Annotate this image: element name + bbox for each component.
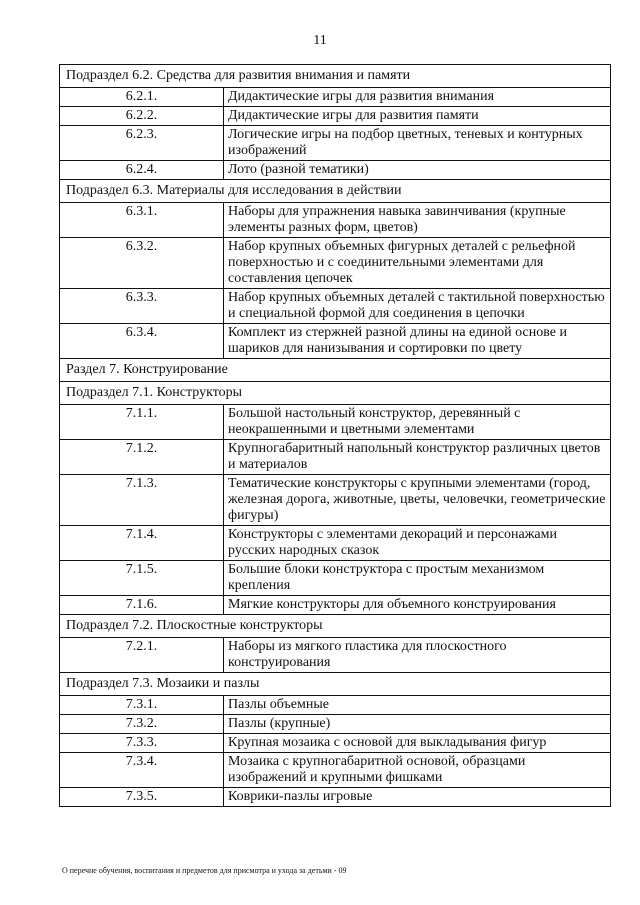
table-row — [60, 596, 611, 615]
item-number: 7.1.3. — [60, 475, 224, 526]
table-row — [60, 753, 611, 788]
equipment-table-body — [60, 65, 611, 807]
table-row — [60, 696, 611, 715]
item-name: Лото (разной тематики) — [224, 161, 611, 180]
table-row — [60, 88, 611, 107]
item-name: Большие блоки конструктора с простым механизмом крепления — [224, 561, 611, 596]
page-footer: О перечне обучения, воспитания и предметов для присмотра и ухода за детьми - 09 — [62, 866, 347, 875]
item-name: Большой настольный конструктор, деревянный с неокрашенными и цветными элементами — [224, 405, 611, 440]
item-number: 7.2.1. — [60, 638, 224, 673]
item-number: 6.2.3. — [60, 126, 224, 161]
section-row — [60, 180, 611, 203]
table-row — [60, 526, 611, 561]
item-number: 6.2.1. — [60, 88, 224, 107]
item-number: 6.2.2. — [60, 107, 224, 126]
table-row — [60, 289, 611, 324]
item-name: Коврики-пазлы игровые — [224, 788, 611, 807]
table-row — [60, 405, 611, 440]
item-name: Мягкие конструкторы для объемного конструирования — [224, 596, 611, 615]
section-title: Подраздел 7.3. Мозаики и пазлы — [60, 673, 611, 696]
item-name: Крупная мозаика с основой для выкладывания фигур — [224, 734, 611, 753]
table-row — [60, 734, 611, 753]
item-number: 6.3.1. — [60, 203, 224, 238]
item-number: 6.3.4. — [60, 324, 224, 359]
item-name: Тематические конструкторы с крупными элементами (город, железная дорога, животные, цветы, человечки, геометрические фигуры) — [224, 475, 611, 526]
item-number: 7.3.5. — [60, 788, 224, 807]
item-name: Пазлы (крупные) — [224, 715, 611, 734]
table-row — [60, 715, 611, 734]
item-name: Набор крупных объемных фигурных деталей с рельефной поверхностью и с соединительными элементами для составления цепочек — [224, 238, 611, 289]
item-name: Наборы из мягкого пластика для плоскостного конструирования — [224, 638, 611, 673]
table-row — [60, 126, 611, 161]
item-number: 7.1.6. — [60, 596, 224, 615]
item-name: Набор крупных объемных деталей с тактильной поверхностью и специальной формой для соединения в цепочки — [224, 289, 611, 324]
table-row — [60, 561, 611, 596]
section-title: Подраздел 6.3. Материалы для исследования в действии — [60, 180, 611, 203]
equipment-table — [59, 64, 611, 807]
section-title: Подраздел 6.2. Средства для развития внимания и памяти — [60, 65, 611, 88]
item-number: 7.3.4. — [60, 753, 224, 788]
item-name: Дидактические игры для развития памяти — [224, 107, 611, 126]
item-number: 7.3.1. — [60, 696, 224, 715]
item-number: 6.2.4. — [60, 161, 224, 180]
table-row — [60, 324, 611, 359]
section-row — [60, 673, 611, 696]
item-number: 7.3.3. — [60, 734, 224, 753]
table-row — [60, 440, 611, 475]
table-row — [60, 788, 611, 807]
section-title: Подраздел 7.1. Конструкторы — [60, 382, 611, 405]
table-row — [60, 475, 611, 526]
item-name: Конструкторы с элементами декораций и персонажами русских народных сказок — [224, 526, 611, 561]
item-number: 7.1.1. — [60, 405, 224, 440]
item-name: Мозаика с крупногабаритной основой, образцами изображений и крупными фишками — [224, 753, 611, 788]
section-row — [60, 359, 611, 382]
section-row — [60, 615, 611, 638]
item-name: Пазлы объемные — [224, 696, 611, 715]
item-name: Комплект из стержней разной длины на единой основе и шариков для нанизывания и сортировки по цвету — [224, 324, 611, 359]
item-name: Наборы для упражнения навыка завинчивания (крупные элементы разных форм, цветов) — [224, 203, 611, 238]
item-number: 7.1.4. — [60, 526, 224, 561]
item-number: 6.3.2. — [60, 238, 224, 289]
table-row — [60, 638, 611, 673]
item-name: Дидактические игры для развития внимания — [224, 88, 611, 107]
item-number: 6.3.3. — [60, 289, 224, 324]
section-row — [60, 65, 611, 88]
table-row — [60, 107, 611, 126]
item-number: 7.1.5. — [60, 561, 224, 596]
table-row — [60, 203, 611, 238]
section-title: Раздел 7. Конструирование — [60, 359, 611, 382]
item-number: 7.3.2. — [60, 715, 224, 734]
table-row — [60, 161, 611, 180]
section-title: Подраздел 7.2. Плоскостные конструкторы — [60, 615, 611, 638]
table-row — [60, 238, 611, 289]
item-name: Крупногабаритный напольный конструктор различных цветов и материалов — [224, 440, 611, 475]
item-number: 7.1.2. — [60, 440, 224, 475]
item-name: Логические игры на подбор цветных, теневых и контурных изображений — [224, 126, 611, 161]
section-row — [60, 382, 611, 405]
page-number: 11 — [313, 33, 327, 48]
